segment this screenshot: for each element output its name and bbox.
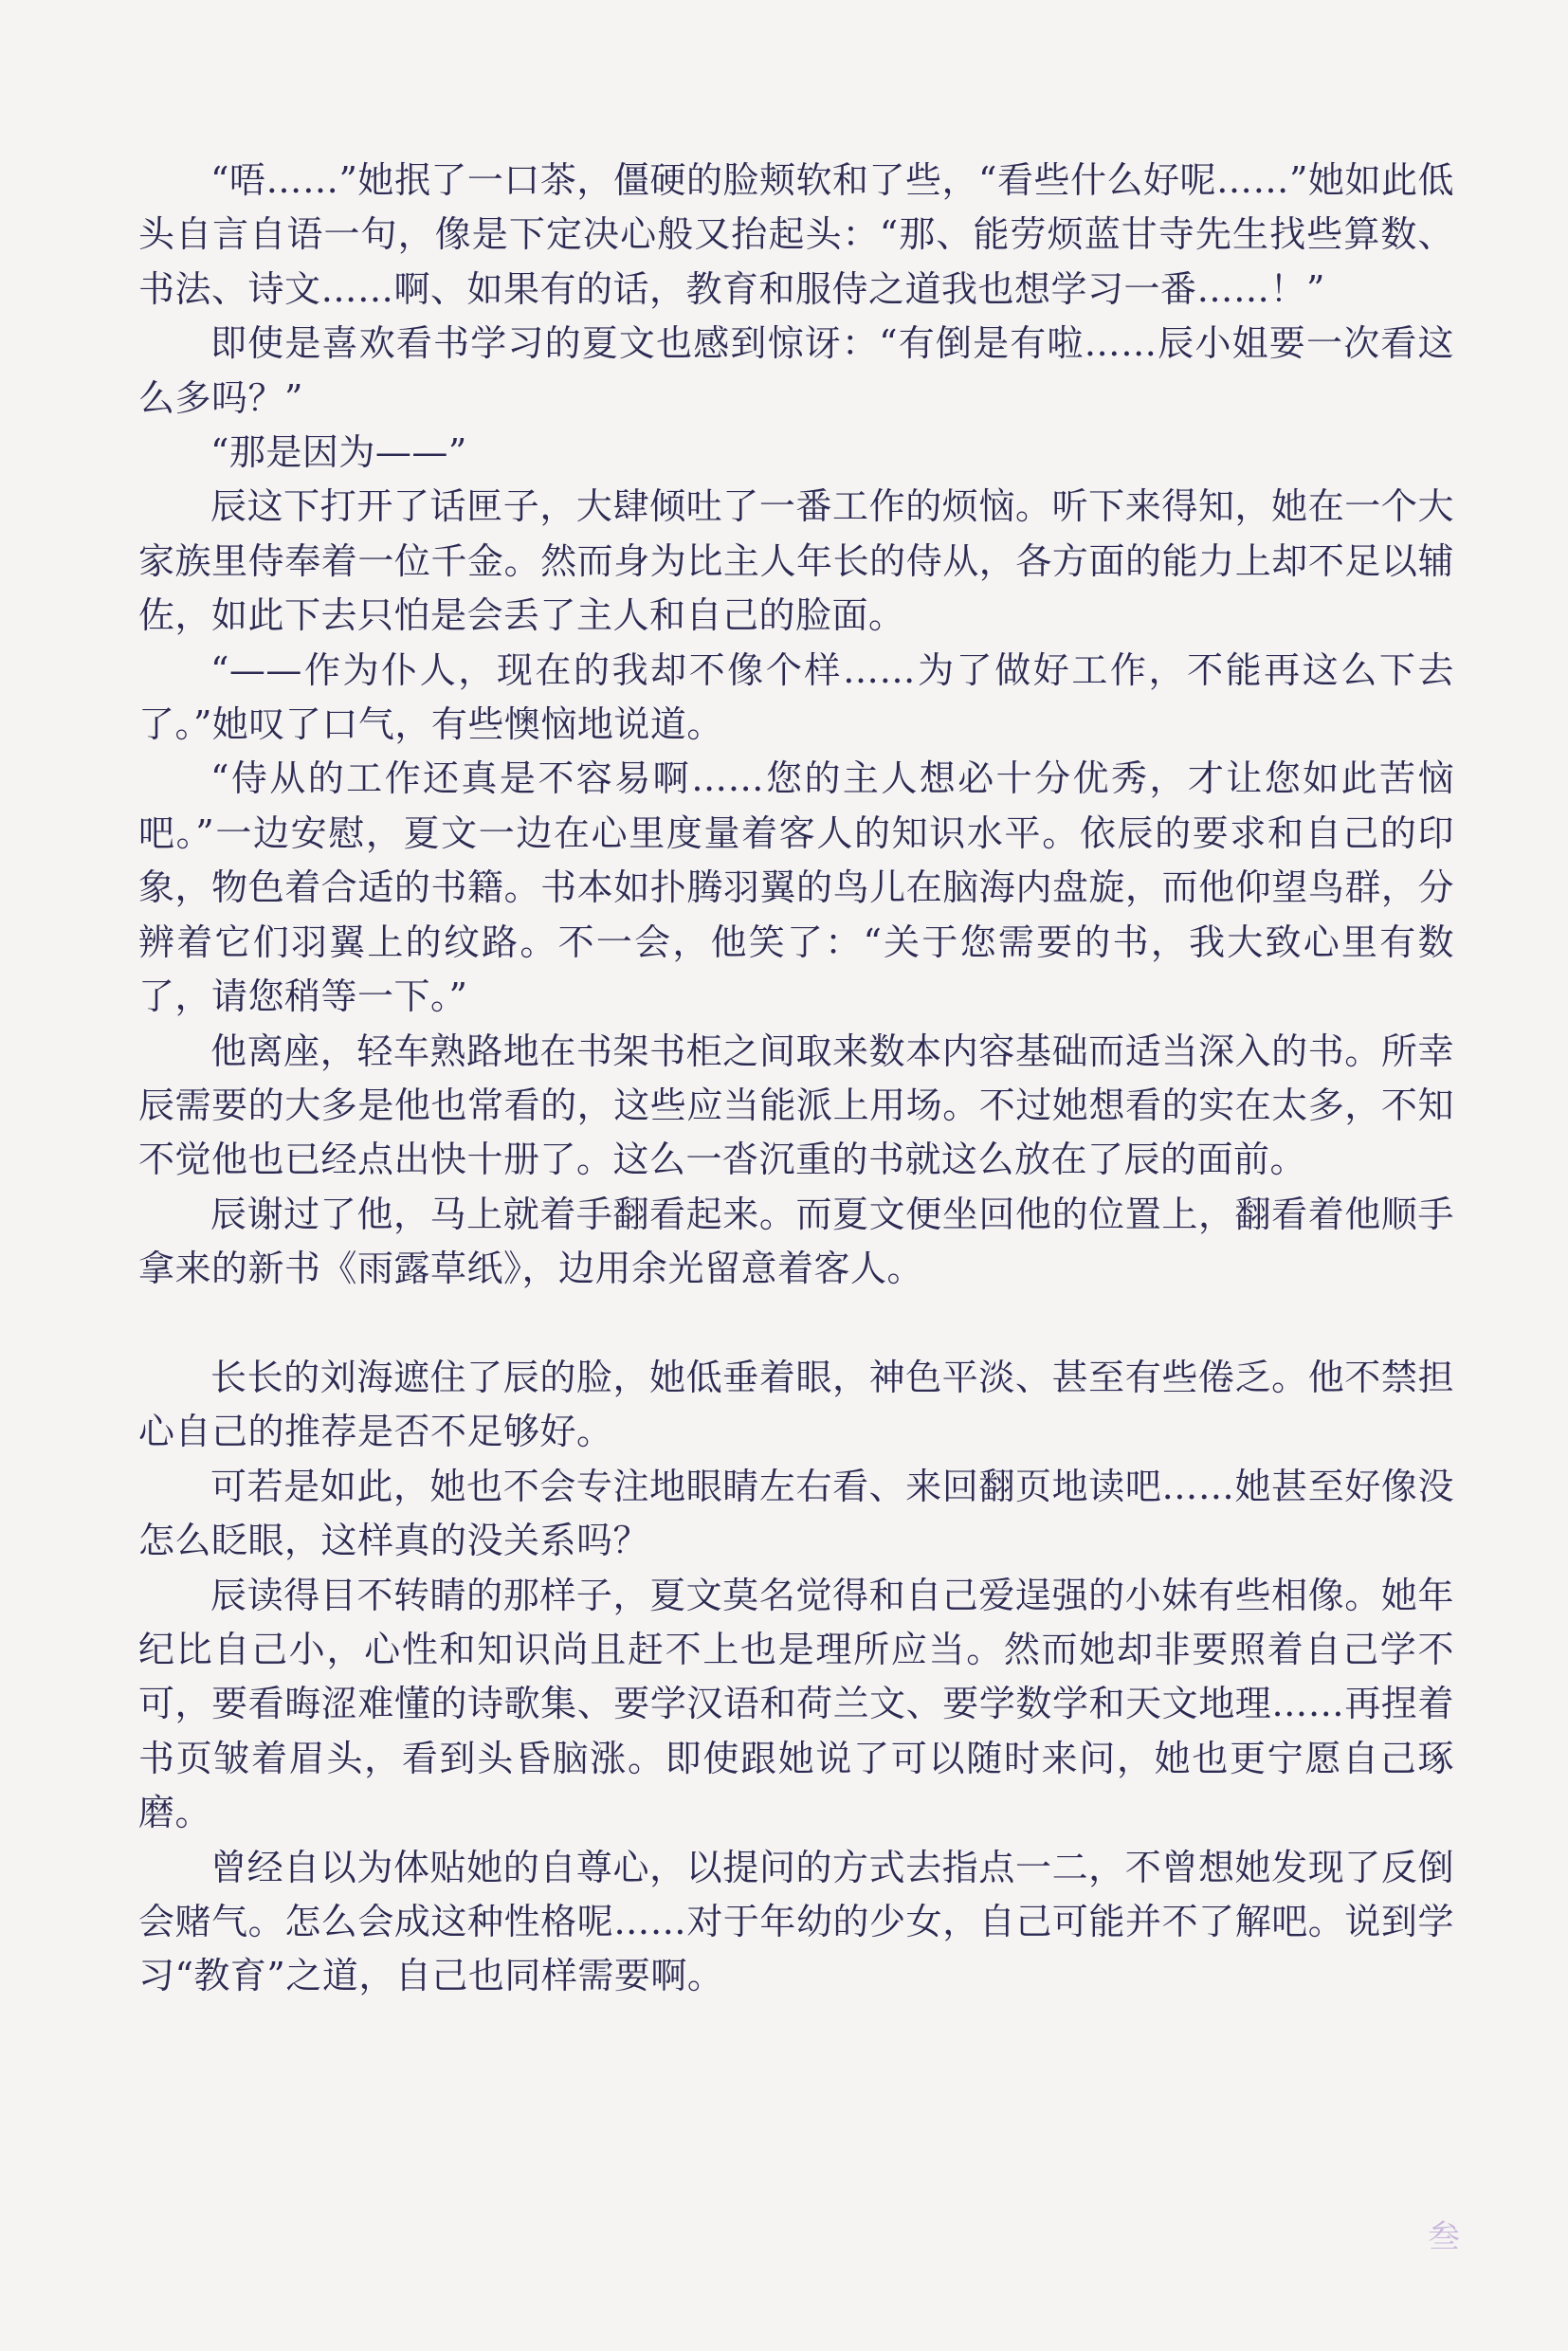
body-text <box>138 154 1454 2004</box>
paragraph: 即使是喜欢看书学习的夏文也感到惊讶：“有倒是有啦……辰小姐要一次看这么多吗？” <box>138 322 1454 419</box>
paragraph: “——作为仆人，现在的我却不像个样……为了做好工作，不能再这么下去了。”她叹了口气，有些懊恼地说道。 <box>138 648 1454 746</box>
paragraph: 长长的刘海遮住了辰的脸，她低垂着眼，神色平淡、甚至有些倦乏。他不禁担心自己的推荐是否不足够好。 <box>138 1356 1454 1453</box>
paragraph: “那是因为——” <box>210 431 467 474</box>
paragraph: 辰这下打开了话匣子，大肆倾吐了一番工作的烦恼。听下来得知，她在一个大家族里侍奉着一位千金。然而身为比主人年长的侍从，各方面的能力上却不足以辅佐，如此下去只怕是会丢了主人和自己的脸面。 <box>138 485 1454 637</box>
paragraph: 辰谢过了他，马上就着手翻看起来。而夏文便坐回他的位置上，翻看着他顺手拿来的新书《雨露草纸》，边用余光留意着客人。 <box>138 1193 1454 1290</box>
paragraph: “侍从的工作还真是不容易啊……您的主人想必十分优秀，才让您如此苦恼吧。”一边安慰，夏文一边在心里度量着客人的知识水平。依辰的要求和自己的印象，物色着合适的书籍。书本如扑腾羽翼的鸟儿在脑海内盘旋，而他仰望鸟群，分辨着它们羽翼上的纹路。不一会，他笑了：“关于您需要的书，我大致心里有数了，请您稍等一下。” <box>138 757 1454 1018</box>
paragraph: 辰读得目不转睛的那样子，夏文莫名觉得和自己爱逞强的小妹有些相像。她年纪比自己小，心性和知识尚且赶不上也是理所应当。然而她却非要照着自己学不可，要看晦涩难懂的诗歌集、要学汉语和荷兰文、要学数学和天文地理……再捏着书页皱着眉头，看到头昏脑涨。即使跟她说了可以随时来问，她也更宁愿自己琢磨。 <box>138 1574 1454 1834</box>
paragraph: 他离座，轻车熟路地在书架书柜之间取来数本内容基础而适当深入的书。所幸辰需要的大多是他也常看的，这些应当能派上用场。不过她想看的实在太多，不知不觉他也已经点出快十册了。这么一沓沉重的书就这么放在了辰的面前。 <box>138 1030 1454 1181</box>
paragraph: “唔……”她抿了一口茶，僵硬的脸颊软和了些，“看些什么好呢……”她如此低头自言自语一句，像是下定决心般又抬起头：“那、能劳烦蓝甘寺先生找些算数、书法、诗文……啊、如果有的话，教育和服侍之道我也想学习一番……！” <box>138 159 1454 310</box>
page-number: 叁 <box>1428 2218 1460 2256</box>
paragraph: 曾经自以为体贴她的自尊心，以提问的方式去指点一二，不曾想她发现了反倒会赌气。怎么会成这种性格呢……对于年幼的少女，自己可能并不了解吧。说到学习“教育”之道，自己也同样需要啊。 <box>138 1846 1454 1997</box>
section-break <box>138 1297 1454 1351</box>
paragraph: 可若是如此，她也不会专注地眼睛左右看、来回翻页地读吧……她甚至好像没怎么眨眼，这样真的没关系吗？ <box>138 1465 1454 1562</box>
